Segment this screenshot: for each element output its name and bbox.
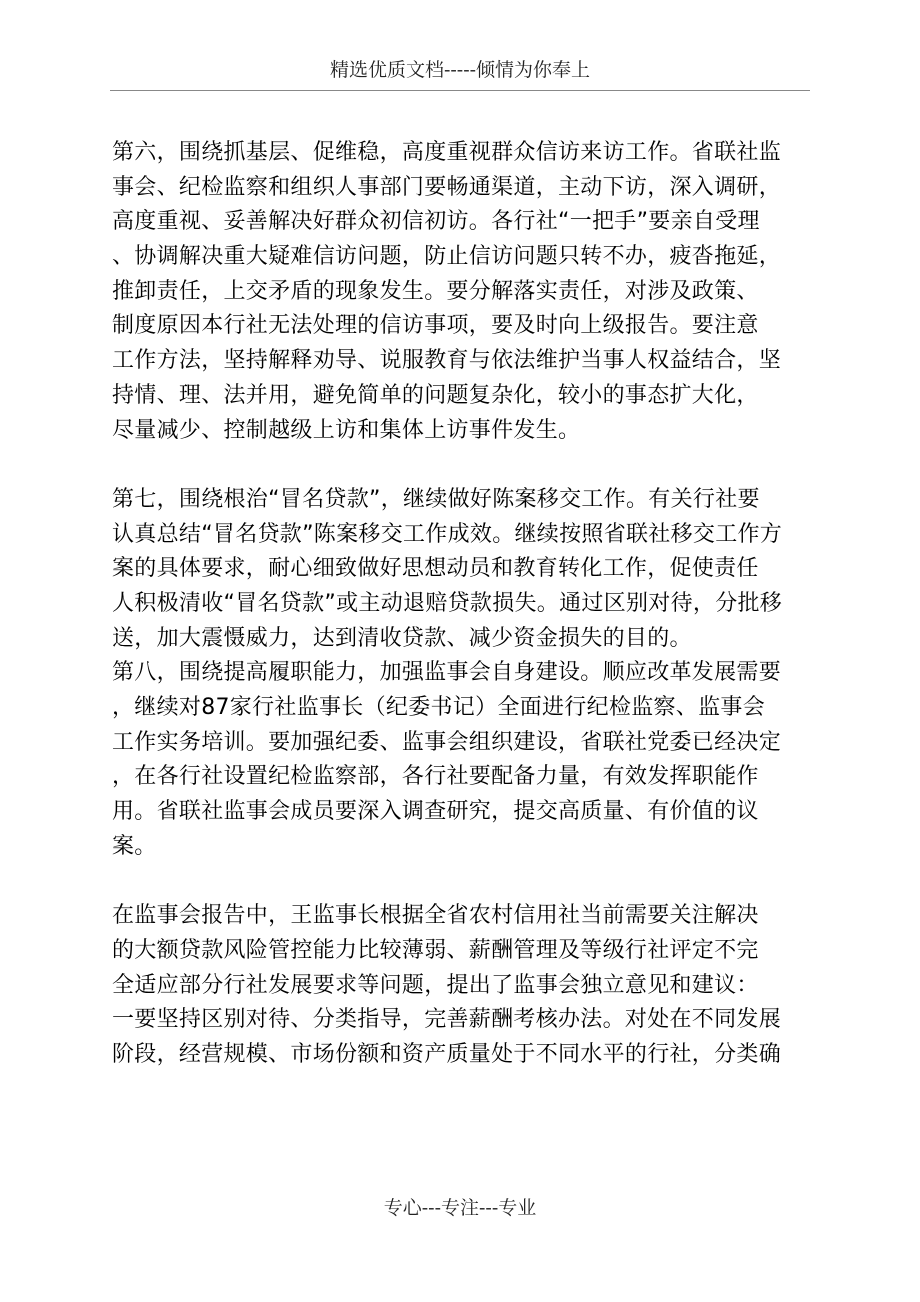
page-header: 精选优质文档-----倾情为你奉上: [329, 59, 591, 81]
body-line: 持情、理、法并用，避免简单的问题复杂化，较小的事态扩大化，: [112, 382, 759, 408]
body-line: 送，加大震慑威力，达到清收贷款、减少资金损失的目的。: [112, 625, 692, 651]
body-line: 在监事会报告中，王监事长根据全省农村信用社当前需要关注解决: [112, 903, 759, 929]
body-line: 第六，围绕抓基层、促维稳，高度重视群众信访来访工作。省联社监: [112, 140, 782, 165]
body-line: 、协调解决重大疑难信访问题，防止信访问题只转不办，疲沓拖延，: [112, 244, 782, 270]
body-line: 案的具体要求，耐心细致做好思想动员和教育转化工作，促使责任: [112, 556, 759, 582]
document-body: [112, 136, 812, 1073]
header-divider: [110, 90, 810, 91]
body-line: 第八，围绕提高履职能力，加强监事会自身建设。顺应改革发展需要: [112, 660, 782, 686]
body-line: 高度重视、妥善解决好群众初信初访。各行社“一把手”要亲自受理: [112, 209, 760, 235]
body-line: 认真总结“冒名贷款”陈案移交工作成效。继续按照省联社移交工作方: [112, 521, 783, 547]
body-line: 工作实务培训。要加强纪委、监事会组织建设，省联社党委已经决定: [112, 729, 782, 755]
body-line: 一要坚持区别对待、分类指导，完善薪酬考核办法。对处在不同发展: [112, 1007, 782, 1033]
body-line: 全适应部分行社发展要求等问题，提出了监事会独立意见和建议：: [112, 972, 759, 998]
body-line: 尽量减少、控制越级上访和集体上访事件发生。: [112, 417, 581, 443]
body-line: 人积极清收“冒名贷款”或主动退赔贷款损失。通过区别对待，分批移: [112, 590, 783, 616]
body-line: 事会、纪检监察和组织人事部门要畅通渠道，主动下访，深入调研，: [112, 174, 782, 200]
body-line: ，继续对87家行社监事长（纪委书记）全面进行纪检监察、监事会: [112, 695, 765, 720]
body-line: 制度原因本行社无法处理的信访事项，要及时向上级报告。要注意: [112, 313, 759, 339]
page-footer: 专心---专注---专业: [383, 1197, 537, 1219]
body-line: 推卸责任，上交矛盾的现象发生。要分解落实责任，对涉及政策、: [112, 278, 759, 304]
body-line: 工作方法，坚持解释劝导、说服教育与依法维护当事人权益结合，坚: [112, 348, 782, 374]
paragraph-gap: [112, 864, 812, 899]
body-line: ，在各行社设置纪检监察部，各行社要配备力量，有效发挥职能作: [112, 764, 759, 790]
body-line: 案。: [112, 833, 157, 859]
body-line: 的大额贷款风险管控能力比较薄弱、薪酬管理及等级行社评定不完: [112, 937, 759, 963]
body-line: 用。省联社监事会成员要深入调查研究，提交高质量、有价值的议: [112, 799, 759, 825]
body-line: 阶段，经营规模、市场份额和资产质量处于不同水平的行社，分类确: [112, 1041, 782, 1067]
body-line: 第七，围绕根治“冒名贷款”，继续做好陈案移交工作。有关行社要: [112, 486, 760, 512]
paragraph-gap: [112, 448, 812, 483]
